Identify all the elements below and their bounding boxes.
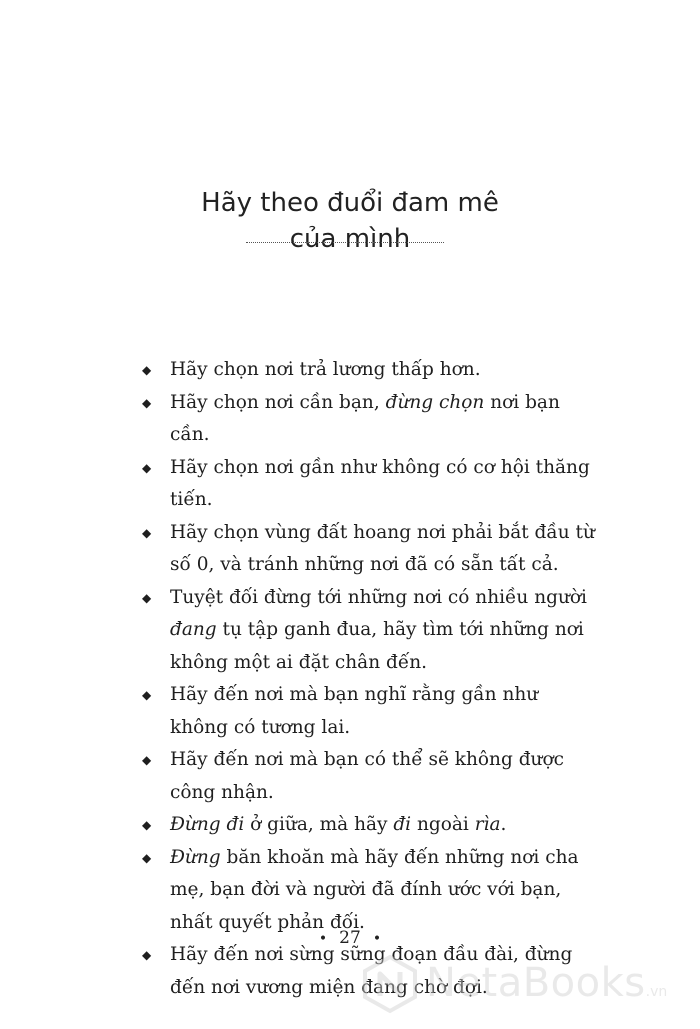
- bullet-text: tụ tập ganh đua, hãy tìm tới những nơi không một ai đặt chân đến.: [170, 619, 584, 673]
- bullet-text-italic: đang: [170, 619, 217, 640]
- bullet-item: [142, 452, 602, 517]
- bullet-text: nơi bạn cần.: [170, 391, 560, 445]
- bullet-text: Hãy chọn nơi cần bạn,: [170, 391, 386, 413]
- chapter-title: [0, 185, 700, 257]
- bullet-diamond-icon: ◆: [142, 753, 152, 767]
- watermark: [360, 950, 690, 1020]
- bullet-diamond-icon: ◆: [142, 850, 152, 865]
- bullet-text-italic: đừng chọn: [385, 391, 485, 413]
- bullet-text: Tuyệt đối đừng tới những nơi có nhiều người: [170, 586, 587, 608]
- watermark-brand: NetaBooks: [426, 960, 646, 1006]
- bullet-item: [142, 517, 602, 582]
- bullet-text: ngoài: [411, 814, 475, 835]
- bullet-item: [142, 679, 602, 744]
- watermark-text: [426, 958, 667, 1017]
- chapter-title-line-2: của mình: [289, 224, 411, 255]
- title-dotted-divider: [246, 242, 444, 243]
- bullet-item: [142, 387, 602, 452]
- bullet-text-italic: rìa: [474, 814, 501, 835]
- bullet-text: băn khoăn mà hãy đến những nơi cha mẹ, bạn đời và người đã đính ước với bạn, nhất quyết phản đối.: [170, 846, 579, 933]
- page-number-value: 27: [339, 928, 361, 948]
- bullet-diamond-icon: ◆: [142, 363, 152, 377]
- bullet-item: [142, 354, 602, 387]
- chapter-title-line-1: Hãy theo đuổi đam mê: [201, 188, 499, 219]
- bullet-diamond-icon: ◆: [142, 460, 152, 475]
- bullet-list: [142, 354, 602, 1004]
- bullet-text: Hãy đến nơi sừng sững đoạn đầu đài, đừng đến nơi vương miện đang chờ đợi.: [170, 944, 573, 998]
- bullet-item: [142, 809, 602, 842]
- page-number-dot-left: •: [318, 931, 328, 947]
- bullet-text: Hãy chọn nơi gần như không có cơ hội thăng tiến.: [170, 456, 590, 510]
- netabooks-logo-icon: [360, 954, 420, 1014]
- bullet-item: [142, 744, 602, 809]
- bullet-item: [142, 842, 602, 940]
- bullet-diamond-icon: ◆: [142, 688, 152, 702]
- bullet-item: [142, 582, 602, 680]
- bullet-text: Hãy chọn vùng đất hoang nơi phải bắt đầu từ số 0, và tránh những nơi đã có sẵn tất cả.: [170, 521, 595, 575]
- bullet-diamond-icon: ◆: [142, 525, 152, 540]
- bullet-diamond-icon: ◆: [142, 395, 152, 410]
- bullet-diamond-icon: ◆: [142, 948, 152, 962]
- bullet-text-italic: Đừng: [170, 846, 221, 868]
- bullet-text-italic: Đừng đi: [170, 814, 245, 835]
- bullet-text: Hãy chọn nơi trả lương thấp hơn.: [170, 359, 481, 380]
- bullet-diamond-icon: ◆: [142, 818, 152, 832]
- bullet-text: .: [500, 814, 507, 835]
- bullet-text: Hãy đến nơi mà bạn nghĩ rằng gần như không có tương lai.: [170, 684, 539, 738]
- page-number-dot-right: •: [372, 931, 382, 947]
- watermark-suffix: .vn: [645, 984, 668, 1000]
- bullet-text-italic: đi: [393, 814, 412, 835]
- bullet-text: Hãy đến nơi mà bạn có thể sẽ không được công nhận.: [170, 749, 564, 803]
- page-number: [0, 928, 700, 948]
- bullet-diamond-icon: ◆: [142, 590, 152, 605]
- bullet-text: ở giữa, mà hãy: [244, 814, 394, 835]
